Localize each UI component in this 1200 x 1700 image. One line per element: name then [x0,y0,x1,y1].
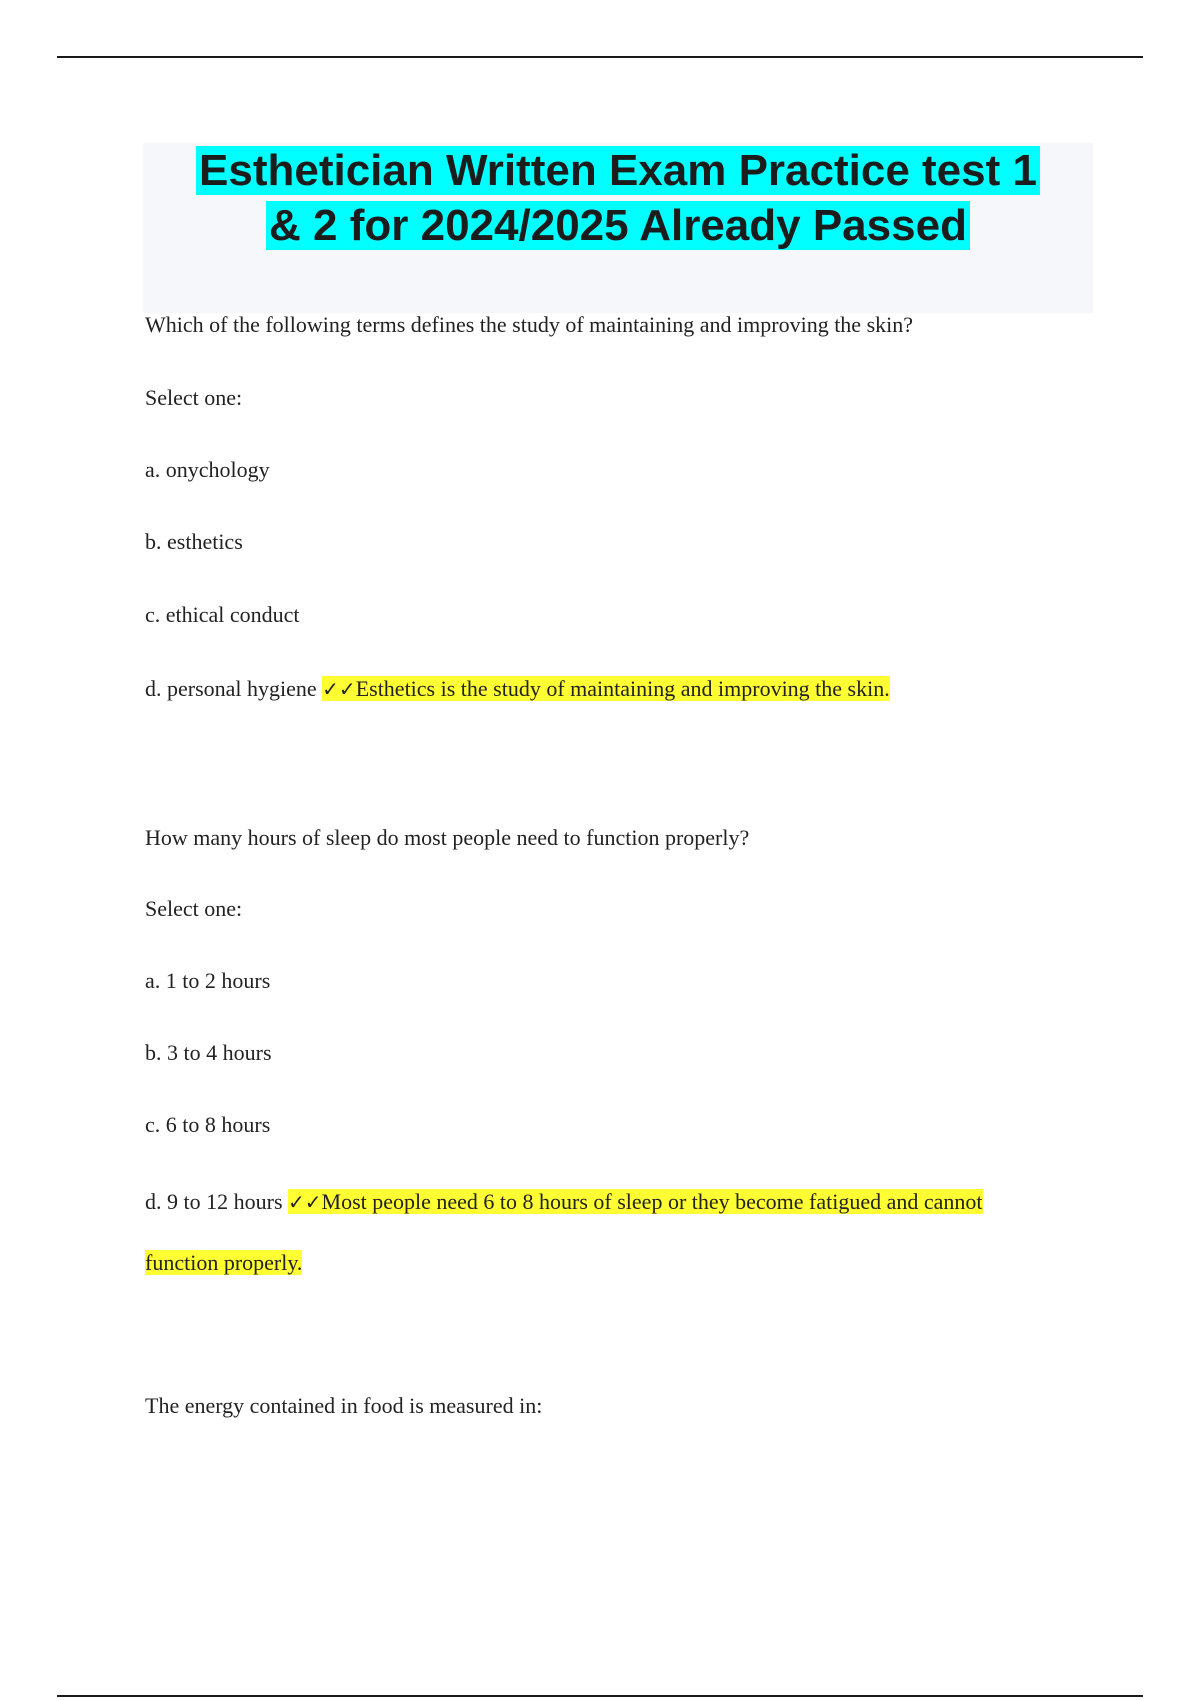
question-3-text: The energy contained in food is measured in: [145,1393,543,1418]
top-rule [57,56,1143,58]
bottom-rule [57,1695,1143,1697]
question-1-option-d-row [145,674,890,704]
question-1-option-a: a. onychology [145,457,270,482]
check-mark-icon: ✓✓ [288,1190,322,1214]
question-2-option-b: b. 3 to 4 hours [145,1040,272,1065]
question-1-option-d: d. personal hygiene [145,676,317,701]
page-title [143,143,1093,253]
question-1-text: Which of the following terms defines the study of maintaining and improving the skin? [145,312,914,337]
question-2-answer-line-2-row [145,1248,302,1278]
question-1-option-c: c. ethical conduct [145,602,300,627]
question-1-prompt: Select one: [145,385,243,410]
title-line-2: & 2 for 2024/2025 Already Passed [266,201,970,250]
question-2-option-c: c. 6 to 8 hours [145,1112,271,1137]
question-1-answer [322,676,890,701]
question-2-explanation-line-1: Most people need 6 to 8 hours of sleep or they become fatigued and cannot [321,1189,983,1214]
title-block [143,143,1093,313]
question-2-option-d: d. 9 to 12 hours [145,1189,283,1214]
question-2-option-d-row [145,1187,983,1217]
question-2-explanation-line-2: function properly. [145,1250,303,1275]
question-2-prompt: Select one: [145,896,243,921]
question-1-explanation: Esthetics is the study of maintaining and improving the skin. [355,676,890,701]
title-line-1: Esthetician Written Exam Practice test 1 [196,146,1040,195]
question-2-option-a: a. 1 to 2 hours [145,968,271,993]
question-2-answer-line-1 [288,1189,983,1214]
question-1-option-b: b. esthetics [145,529,243,554]
question-2-text: How many hours of sleep do most people need to function properly? [145,825,750,850]
check-mark-icon: ✓✓ [322,677,356,701]
